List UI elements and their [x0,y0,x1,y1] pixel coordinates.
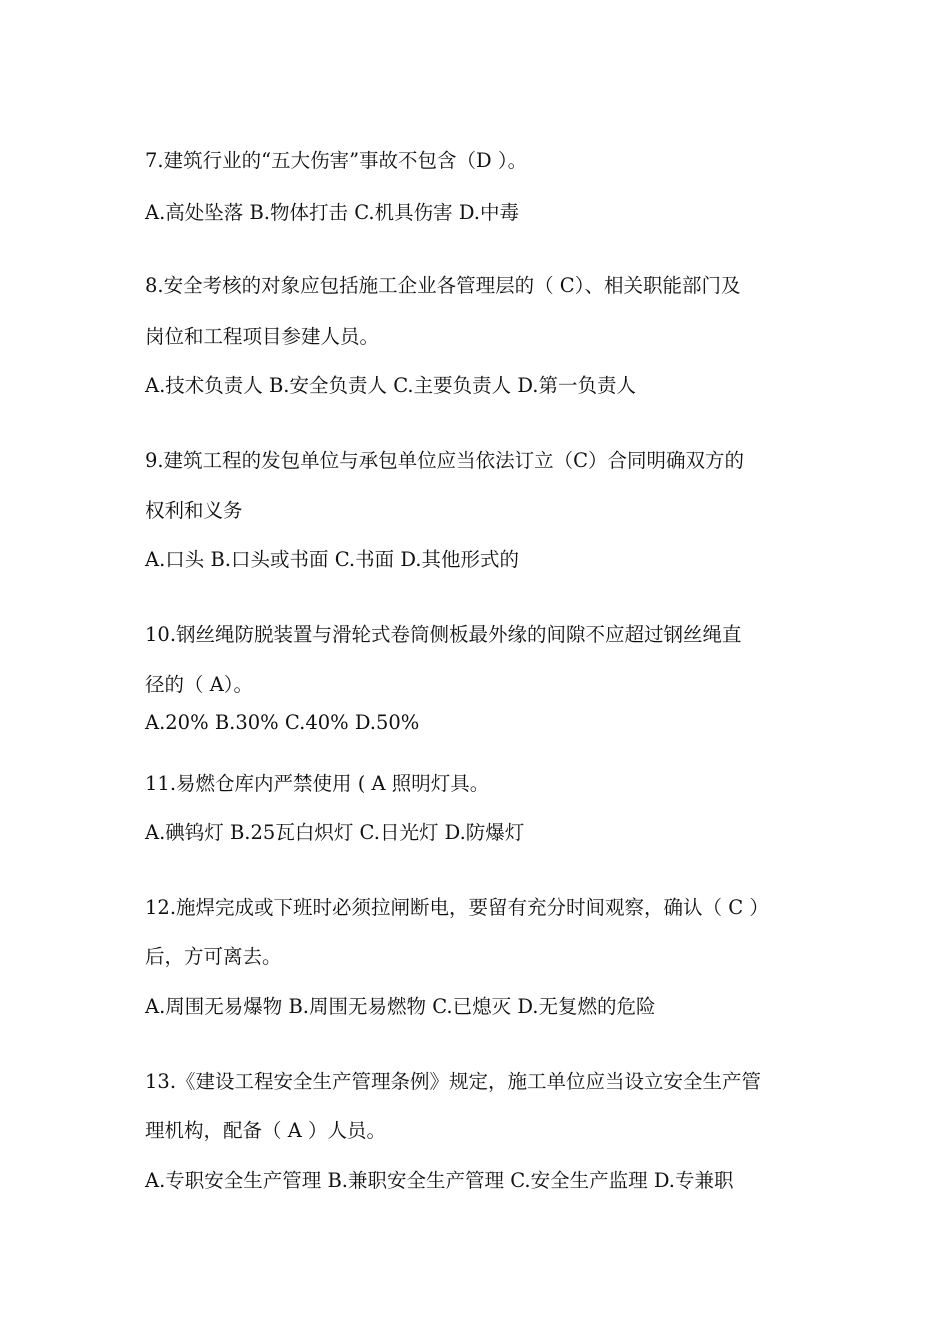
question-7-text: 7.建筑行业的“五大伤害”事故不包含（D ）。 [145,149,528,172]
question-12-options: A.周围无易爆物 B.周围无易燃物 C.已熄灭 D.无复燃的危险 [145,995,656,1018]
question-9-text: 9.建筑工程的发包单位与承包单位应当依法订立（C）合同明确双方的 [145,449,745,472]
question-11-text: 11.易燃仓库内严禁使用 ( A 照明灯具。 [145,772,490,795]
question-12-text-continued: 后，方可离去。 [145,945,282,968]
question-13-options: A.专职安全生产管理 B.兼职安全生产管理 C.安全生产监理 D.专兼职 [145,1169,734,1192]
question-8-text-continued: 岗位和工程项目参建人员。 [145,325,380,348]
question-8-text: 8.安全考核的对象应包括施工企业各管理层的（ C）、相关职能部门及 [145,274,741,297]
question-13-text: 13.《建设工程安全生产管理条例》规定，施工单位应当设立安全生产管 [145,1070,762,1093]
question-9-options: A.口头 B.口头或书面 C.书面 D.其他形式的 [145,548,519,571]
question-7-options: A.高处坠落 B.物体打击 C.机具伤害 D.中毒 [145,201,519,224]
question-10-options: A.20% B.30% C.40% D.50% [145,711,420,734]
question-10-text-continued: 径的（ A）。 [145,673,254,696]
question-11-options: A.碘钨灯 B.25瓦白炽灯 C.日光灯 D.防爆灯 [145,821,525,844]
question-13-text-continued: 理机构，配备（ A ）人员。 [145,1119,386,1142]
question-9-text-continued: 权利和义务 [145,499,243,522]
question-8-options: A.技术负责人 B.安全负责人 C.主要负责人 D.第一负责人 [145,374,636,397]
question-12-text: 12.施焊完成或下班时必须拉闸断电，要留有充分时间观察，确认（ C ） [145,896,769,919]
question-10-text: 10.钢丝绳防脱装置与滑轮式卷筒侧板最外缘的间隙不应超过钢丝绳直 [145,623,742,646]
